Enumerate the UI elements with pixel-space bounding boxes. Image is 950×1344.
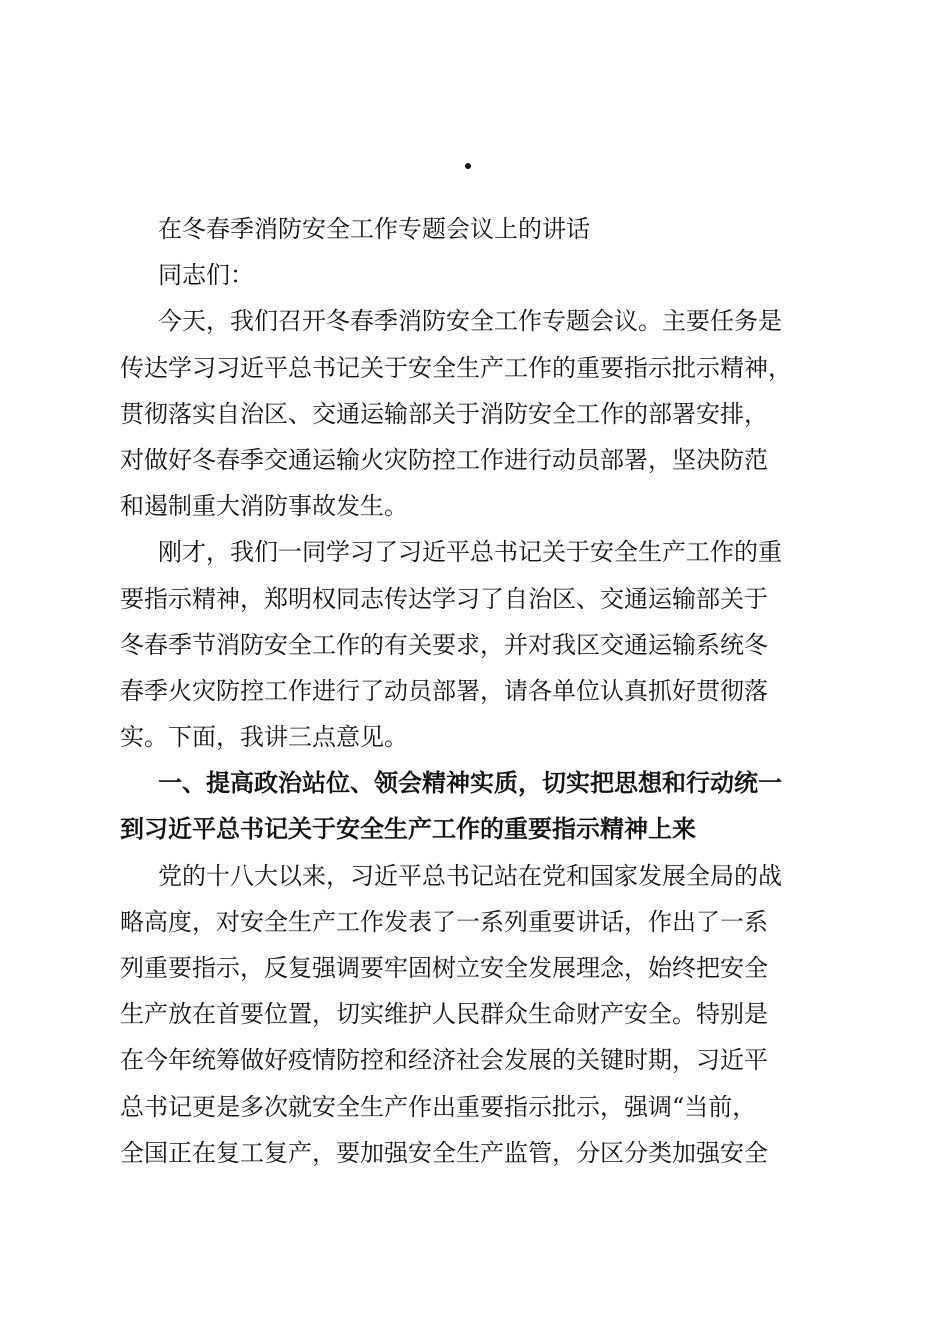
section-heading-1	[120, 760, 832, 852]
paragraph-line: 贯彻落实自治区、交通运输部关于消防安全工作的部署安排，	[120, 399, 768, 428]
heading-line: 到习近平总书记关于安全生产工作的重要指示精神上来	[120, 815, 696, 844]
paragraph-line: 全国正在复工复产，要加强安全生产监管，分区分类加强安全	[120, 1138, 768, 1167]
paragraph-line: 略高度，对安全生产工作发表了一系列重要讲话，作出了一系	[120, 907, 768, 936]
paragraph-3	[120, 853, 832, 1176]
paragraph-line: 要指示精神，郑明权同志传达学习了自治区、交通运输部关于	[120, 584, 768, 613]
paragraph-line: 今天，我们召开冬春季消防安全工作专题会议。主要任务是	[158, 307, 782, 336]
document-title: 在冬春季消防安全工作专题会议上的讲话	[158, 215, 590, 243]
salutation: 同志们：	[158, 261, 254, 290]
paragraph-line: 对做好冬春季交通运输火灾防控工作进行动员部署，坚决防范	[120, 445, 768, 474]
paragraph-line: 列重要指示，反复强调要牢固树立安全发展理念，始终把安全	[120, 954, 768, 982]
paragraph-line: 刚才，我们一同学习了习近平总书记关于安全生产工作的重	[158, 538, 782, 567]
paragraph-line: 在今年统筹做好疫情防控和经济社会发展的关键时期，习近平	[120, 1046, 768, 1075]
paragraph-line: 党的十八大以来，习近平总书记站在党和国家发展全局的战	[158, 861, 782, 890]
heading-line: 一、提高政治站位、领会精神实质，切实把思想和行动统一	[158, 769, 782, 798]
paragraph-line: 总书记更是多次就安全生产作出重要指示批示，强调“当前，	[120, 1092, 757, 1121]
document-body	[120, 206, 832, 1176]
header-dot-mark	[465, 163, 471, 169]
paragraph-1	[120, 298, 832, 529]
paragraph-line: 生产放在首要位置，切实维护人民群众生命财产安全。特别是	[120, 1000, 768, 1029]
paragraph-line: 传达学习习近平总书记关于安全生产工作的重要指示批示精神，	[120, 353, 792, 382]
paragraph-line: 实。下面，我讲三点意见。	[120, 723, 408, 752]
paragraph-line: 春季火灾防控工作进行了动员部署，请各单位认真抓好贯彻落	[120, 676, 768, 705]
paragraph-line: 和遏制重大消防事故发生。	[120, 492, 408, 521]
paragraph-2	[120, 529, 832, 760]
paragraph-line: 冬春季节消防安全工作的有关要求，并对我区交通运输系统冬	[120, 630, 768, 659]
